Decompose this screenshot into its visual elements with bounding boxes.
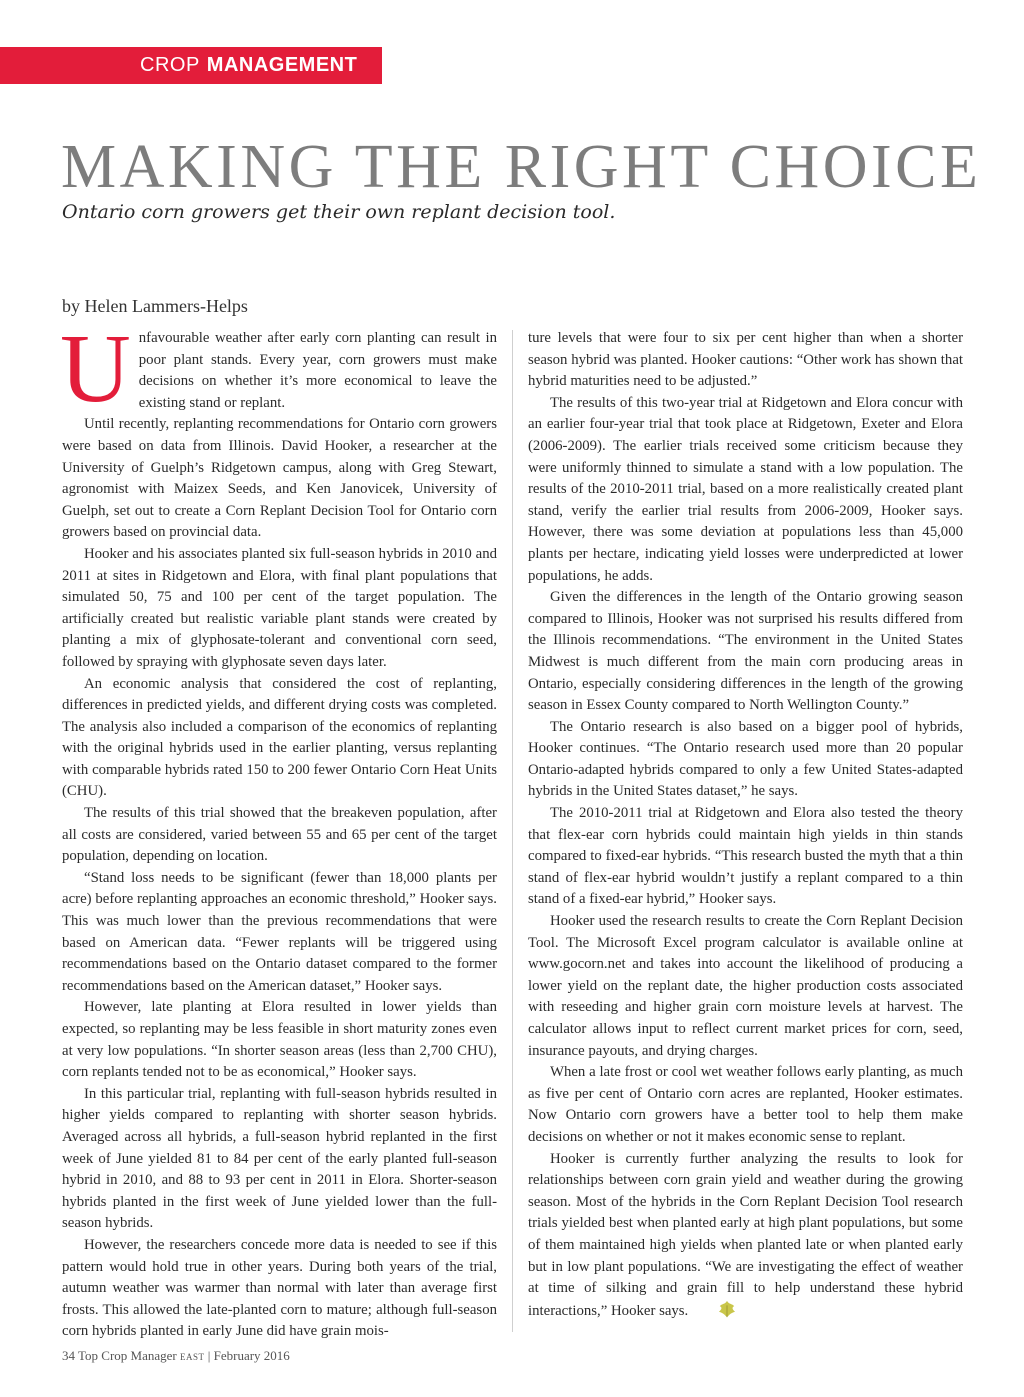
- body-paragraph: [60, 315, 497, 423]
- leaf-icon: [696, 1300, 736, 1326]
- magazine-name: Top Crop Manager: [78, 1348, 177, 1363]
- body-paragraph: An economic analysis that considered the cost of replanting, differences in predicted yields, and different drying costs was completed. The analysis also included a comparison of the economics of replanting with the original hybrids used in the earlier planting, versus replanting with comparable hybrids rated 150 to 200 fewer Ontario Corn Heat Units (CHU).: [62, 675, 497, 800]
- section-label-light: CROP: [140, 54, 200, 76]
- issue-date: February 2016: [213, 1348, 290, 1363]
- body-paragraph: The results of this trial showed that the breakeven population, after all costs are considered, varied between 55 and 65 per cent of the target population, depending on location.: [62, 805, 497, 865]
- article-deck: Ontario corn growers get their own replant decision tool.: [62, 201, 616, 223]
- body-paragraph: In this particular trial, replanting with full-season hybrids resulted in higher yields compared to replanting with shorter season hybrids. Averaged across all hybrids, a full-season hybrid replanted in the first week of June yielded 81 to 84 per cent of the early planted full-season hybrid in 2010, and 88 to 93 per cent in 2011 in Elora. Shorter-season hybrids planted in the first week of June yielded lower than the full-season hybrids.: [62, 1085, 497, 1232]
- body-paragraph: [528, 1149, 963, 1326]
- footer-separator: |: [207, 1348, 211, 1363]
- paragraph-text: Hooker is currently further analyzing the results to look for relationships between corn grain yield and weather during the growing season. Most of the hybrids in the Corn Replant Decision Tool research trials yielded best when planted early at high plant populations, but some of them maintained high yields when planted late or when planted early but in low plant populations. “We are investigating the effect of weather at time of silking and grain fill to help understand these hybrid interactions,” Hooker says.: [528, 1150, 963, 1319]
- body-paragraph: Hooker used the research results to create the Corn Replant Decision Tool. The Microsoft Excel program calculator is available online at www.gocorn.net and takes into account the likelihood of producing a lower yield on the replant date, the higher production costs associated with reseeding and higher grain corn moisture levels at harvest. The calculator allows input to reflect current market prices for corn, seed, insurance payouts, and drying charges.: [528, 913, 963, 1059]
- left-column: [60, 315, 497, 1343]
- drop-cap: U: [60, 315, 131, 423]
- page-number: 34: [62, 1348, 75, 1363]
- paragraph-text: nfavourable weather after early corn planting can result in poor plant stands. Every year, corn growers must make decisions on whether it’s more economical to leave the existing stand or replant.: [138, 330, 497, 411]
- body-paragraph: The results of this two-year trial at Ridgetown and Elora concur with an earlier four-year trial that took place at Ridgetown, Exeter and Elora (2006-2009). The earlier trials received some criticism because they were uniformly thinned to simulate a stand with a low population. The results of the 2010-2011 trial, based on a more realistically created plant stand, verify the earlier trial results from 2006-2009, Hooker says. However, there was some deviation at populations less than 45,000 plants per hectare, indicating yield losses were underpredicted at lower populations, he adds.: [528, 394, 963, 584]
- body-paragraph: The 2010-2011 trial at Ridgetown and Elora also tested the theory that flex-ear corn hybrids could maintain high yields in thin stands compared to fixed-ear hybrids. “This research busted the myth that a thin stand of flex-ear hybrid wouldn’t justify a replant compared to a thin stand of a fixed-ear hybrid,” Hooker says.: [528, 805, 963, 908]
- page-footer: [62, 1348, 290, 1364]
- section-banner: [0, 47, 382, 84]
- body-paragraph: “Stand loss needs to be significant (fewer than 18,000 plants per acre) before replanting approaches an economic threshold,” Hooker says. This was much lower than the previous recommendations that were based on American data. “Fewer replants will be triggered using recommendations based on the Ontario dataset compared to the former recommendations based on the American dataset,” Hooker says.: [62, 869, 497, 994]
- body-paragraph: Given the differences in the length of the Ontario growing season compared to Illinois, Hooker was not surprised his results differed from the Illinois recommendations. “The environment in the United States Midwest is much different from the main corn producing areas in Ontario, especially considering differences in the length of the growing season in Essex County compared to North Wellington County.”: [528, 589, 963, 714]
- body-paragraph: The Ontario research is also based on a bigger pool of hybrids, Hooker continues. “The Ontario research used more than 20 popular Ontario-adapted hybrids compared to only a few United States-adapted hybrids in the United States dataset,” he says.: [528, 718, 963, 800]
- magazine-edition: EAST: [180, 1352, 205, 1362]
- body-paragraph: When a late frost or cool wet weather follows early planting, as much as five per cent of Ontario corn acres are replanted, Hooker estimates. Now Ontario corn growers have a better tool to help them make decisions on whether or not it makes economic sense to replant.: [528, 1064, 963, 1145]
- body-paragraph: ture levels that were four to six per cent higher than when a shorter season hybrid was planted. Hooker cautions: “Other work has shown that hybrid maturities need to be adjusted.”: [528, 330, 963, 390]
- section-label-bold: MANAGEMENT: [206, 54, 358, 76]
- right-column: [528, 328, 963, 1325]
- column-divider: [512, 330, 513, 1332]
- body-paragraph: However, the researchers concede more data is needed to see if this pattern would hold true in other years. During both years of the trial, autumn weather was warmer than normal with later than average first frosts. This allowed the late-planted corn to mature; although full-season corn hybrids planted in early June did have grain mois-: [62, 1236, 497, 1340]
- body-paragraph: However, late planting at Elora resulted in lower yields than expected, so replanting may be less feasible in short maturity zones even at very low populations. “In shorter season areas (less than 2,700 CHU), corn replants tended not to be as economical,” Hooker says.: [62, 999, 497, 1081]
- body-paragraph: Until recently, replanting recommendations for Ontario corn growers were based on data from Illinois. David Hooker, a researcher at the University of Guelph’s Ridgetown campus, along with Greg Stewart, agronomist with Maizex Seeds, and Ken Janovicek, University of Guelph, set out to create a Corn Replant Decision Tool for Ontario corn growers based on provincial data.: [62, 416, 497, 541]
- article-byline: by Helen Lammers-Helps: [62, 296, 248, 316]
- body-paragraph: Hooker and his associates planted six full-season hybrids in 2010 and 2011 at sites in Ridgetown and Elora, with final plant populations that simulated 50, 75 and 100 per cent of the target population. The artificially created but realistic variable plant stands were created by planting a mix of glyphosate-tolerant and conventional corn seed, followed by spraying with glyphosate seven days later.: [62, 545, 497, 670]
- article-headline: MAKING THE RIGHT CHOICE: [61, 133, 982, 201]
